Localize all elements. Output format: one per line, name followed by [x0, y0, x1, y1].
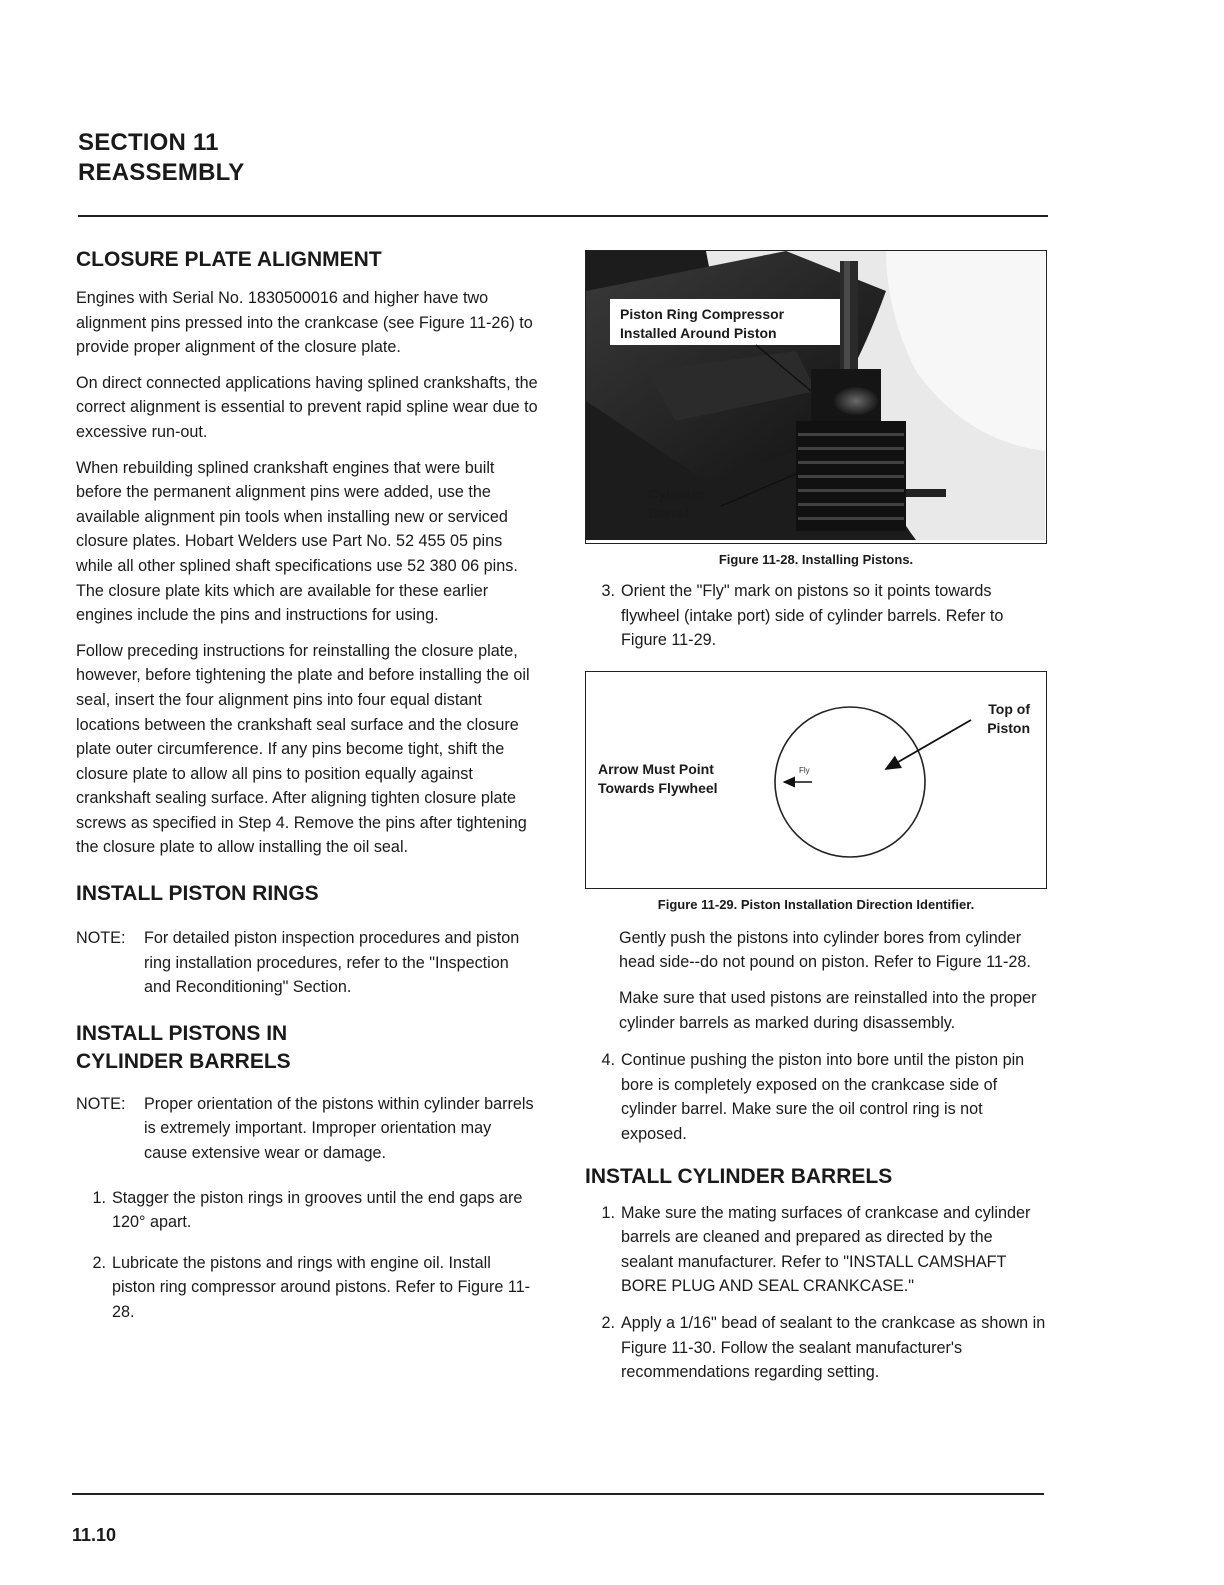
step-number: 3. — [601, 582, 615, 600]
install-cylinder-barrels-heading: INSTALL CYLINDER BARRELS — [585, 1164, 893, 1188]
closure-paragraph-4: Follow preceding instructions for reinstalling the closure plate, however, before tightening the plate and before installing the oil seal, insert the four alignment pins into four equal distant locations between the crankshaft seal surface and the closure plate outer circumference. If any pins become tight, shift the closure plate to allow all pins to position equally against crankshaft sealing surface. After aligning tighten closure plate screws as specified in Step 4. Remove the pins after tightening the closure plate to allow installing the oil seal. — [76, 641, 530, 857]
top-divider — [78, 215, 1048, 217]
figure-installing-pistons — [585, 250, 1047, 544]
figure-29-caption: Figure 11-29. Piston Installation Direction Identifier. — [657, 896, 975, 912]
list-item — [585, 1311, 1047, 1385]
gently-push-paragraph: Gently push the pistons into cylinder bores from cylinder head side--do not pound on piston. Refer to Figure 11-28. — [619, 928, 1031, 972]
right-column — [585, 250, 1047, 1398]
closure-paragraph-1: Engines with Serial No. 1830500016 and higher have two alignment pins pressed into the crankcase (see Figure 11-26) to provide proper alignment of the closure plate. — [76, 289, 533, 357]
heading-line-2: CYLINDER BARRELS — [76, 1049, 291, 1073]
step-text: Orient the "Fly" mark on pistons so it points towards flywheel (intake port) side of cylinder barrels. Refer to Figure 11-29. — [621, 582, 1004, 650]
step-number: 1. — [92, 1188, 106, 1207]
cylinder-barrel-label — [648, 485, 704, 523]
label-line: Installed Around Piston — [620, 325, 777, 341]
closure-paragraph-2: On direct connected applications having splined crankshafts, the correct alignment is essential to prevent rapid spline wear due to excessive run-out. — [76, 373, 538, 441]
note-label: NOTE: — [76, 1094, 126, 1113]
compressor-label — [620, 305, 784, 343]
label-line: Towards Flywheel — [598, 779, 718, 796]
step-number: 1. — [601, 1203, 615, 1222]
install-pistons-heading — [76, 1020, 538, 1076]
label-line: Piston Ring Compressor — [620, 306, 785, 322]
step-text: Continue pushing the piston into bore until the piston pin bore is completely exposed on the crankcase side of cylinder barrel. Make sure the oil control ring is not exposed. — [621, 1051, 1025, 1143]
label-line: Top of — [988, 700, 1030, 717]
list-item — [76, 1186, 538, 1235]
figure-28-caption: Figure 11-28. Installing Pistons. — [718, 552, 914, 567]
section-title — [78, 128, 244, 188]
list-item — [585, 579, 1047, 653]
step-text: Lubricate the pistons and rings with engine oil. Install piston ring compressor around pistons. Refer to Figure 11-28. — [112, 1253, 531, 1321]
list-item — [585, 1048, 1047, 1146]
label-line: Cylinder — [648, 486, 705, 502]
list-item — [76, 1251, 538, 1325]
note-text: Proper orientation of the pistons within cylinder barrels is extremely important. Improper orientation may cause extensive wear or damage. — [144, 1094, 534, 1163]
bottom-divider — [72, 1493, 1044, 1495]
label-line: Arrow Must Point — [598, 760, 714, 777]
closure-plate-heading: CLOSURE PLATE ALIGNMENT — [76, 248, 382, 271]
page-number: 11.10 — [72, 1525, 117, 1545]
step-number: 2. — [601, 1313, 615, 1332]
section-number: SECTION 11 — [78, 129, 219, 156]
top-of-piston-label — [987, 700, 1030, 738]
step-number: 4. — [601, 1051, 615, 1070]
install-piston-rings-heading: INSTALL PISTON RINGS — [76, 882, 319, 906]
figure-piston-direction — [585, 671, 1047, 889]
step-text: Make sure the mating surfaces of crankcase and cylinder barrels are cleaned and prepared as directed by the sealant manufacturer. Refer to "INSTALL CAMSHAFT BORE PLUG AND SEAL CRANKCASE." — [621, 1203, 1031, 1296]
note-text: For detailed piston inspection procedures and piston ring installation procedures, refer to the "Inspection and Reconditioning" Section. — [144, 929, 520, 997]
note-label: NOTE: — [76, 929, 126, 948]
closure-paragraph-3: When rebuilding splined crankshaft engines that were built before the permanent alignment pins were added, use the available alignment pin tools when installing new or serviced closure plates. Hobart Welders use Part No. 52 455 05 pins while all other splined shaft specifications use 52 380 06 pins. The closure plate kits which are available for these earlier engines include the pins and instructions for using. — [76, 458, 518, 625]
step-number: 2. — [92, 1253, 106, 1272]
piston-rings-note — [76, 926, 538, 1000]
heading-line-1: INSTALL PISTONS IN — [76, 1021, 288, 1045]
label-line: Barrel — [648, 505, 689, 521]
section-name: REASSEMBLY — [78, 159, 245, 186]
step-text: Stagger the piston rings in grooves until the end gaps are 120° apart. — [112, 1188, 523, 1232]
fly-mark: Fly — [799, 765, 810, 775]
used-pistons-paragraph: Make sure that used pistons are reinstalled into the proper cylinder barrels as marked during disassembly. — [619, 988, 1037, 1032]
list-item — [585, 1201, 1047, 1299]
arrow-direction-label — [598, 760, 718, 798]
left-column — [76, 246, 538, 1338]
step-text: Apply a 1/16" bead of sealant to the crankcase as shown in Figure 11-30. Follow the sealant manufacturer's recommendations regarding setting. — [621, 1313, 1046, 1382]
pistons-orientation-note — [76, 1092, 538, 1166]
label-line: Piston — [987, 719, 1030, 736]
